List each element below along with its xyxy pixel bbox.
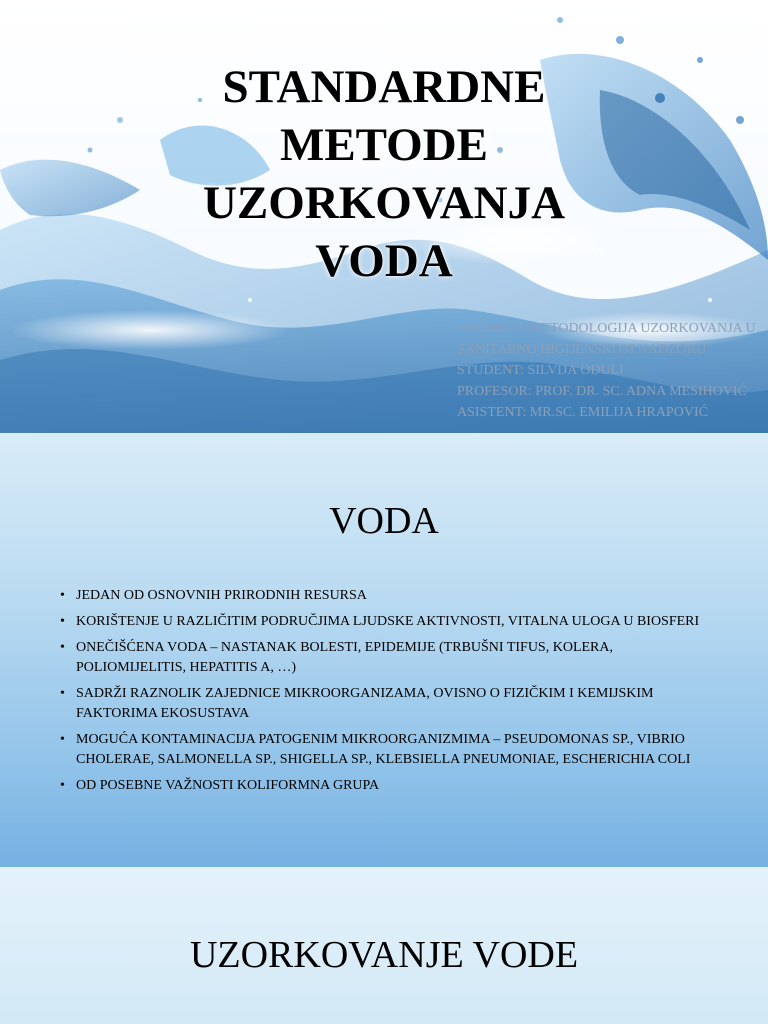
title-slide [0, 0, 768, 433]
title-line: UZORKOVANJA [202, 177, 566, 229]
bullet-icon: • [60, 588, 65, 603]
slide-heading: VODA [329, 500, 439, 542]
bullet-icon: • [60, 686, 65, 701]
bullet-icon: • [60, 778, 65, 793]
list-item-text: OD POSEBNE VAŽNOSTI KOLIFORMNA GRUPA [76, 778, 380, 793]
info-subject-cont: SANITARNO HIGIJENSKOM NADZORU [457, 342, 707, 357]
list-item [60, 612, 700, 632]
bullet-icon: • [60, 614, 65, 629]
title-line: METODE [279, 119, 489, 171]
bullet-icon: • [60, 732, 65, 747]
title-line: STANDARDNE [222, 61, 546, 113]
list-item [60, 776, 700, 796]
presentation-info [457, 318, 768, 423]
list-item-text: JEDAN OD OSNOVNIH PRIRODNIH RESURSA [76, 588, 367, 603]
title-line: VODA [315, 235, 453, 287]
list-item [60, 586, 700, 606]
info-student: STUDENT: SILVIJA OĐULI [457, 363, 624, 378]
list-item-text: ONEČIŠĆENA VODA – NASTANAK BOLESTI, EPIDEMIJE (TRBUŠNI TIFUS, KOLERA, POLIOMIJELITIS, HEPATITIS A, …) [76, 640, 613, 675]
info-subject: PREDMET: METODOLOGIJA UZORKOVANJA U [457, 321, 756, 336]
voda-slide [0, 433, 768, 867]
bullet-list [60, 586, 700, 802]
info-professor: PROFESOR: PROF. DR. SC. ADNA MESIHOVIĆ [457, 384, 747, 399]
list-item [60, 730, 700, 770]
list-item-text: KORIŠTENJE U RAZLIČITIM PODRUČJIMA LJUDSKE AKTIVNOSTI, VITALNA ULOGA U BIOSFERI [76, 614, 700, 629]
info-assistant: ASISTENT: MR.SC. EMILIJA HRAPOVIĆ [457, 405, 708, 420]
list-item-text: MOGUĆA KONTAMINACIJA PATOGENIM MIKROORGANIZMIMA – PSEUDOMONAS SP., VIBRIO CHOLERAE, SALMONELLA SP., SHIGELLA SP., KLEBSIELLA PNEUMONIAE, ESCHERICHIA COLI [76, 732, 691, 767]
presentation-title [150, 58, 618, 290]
list-item [60, 638, 700, 678]
list-item [60, 684, 700, 724]
slide-heading: UZORKOVANJE VODE [189, 934, 579, 976]
uzorkovanje-slide [0, 867, 768, 1024]
list-item-text: SADRŽI RAZNOLIK ZAJEDNICE MIKROORGANIZAMA, OVISNO O FIZIČKIM I KEMIJSKIM FAKTORIMA EKOSUSTAVA [76, 686, 654, 721]
bullet-icon: • [60, 640, 65, 655]
